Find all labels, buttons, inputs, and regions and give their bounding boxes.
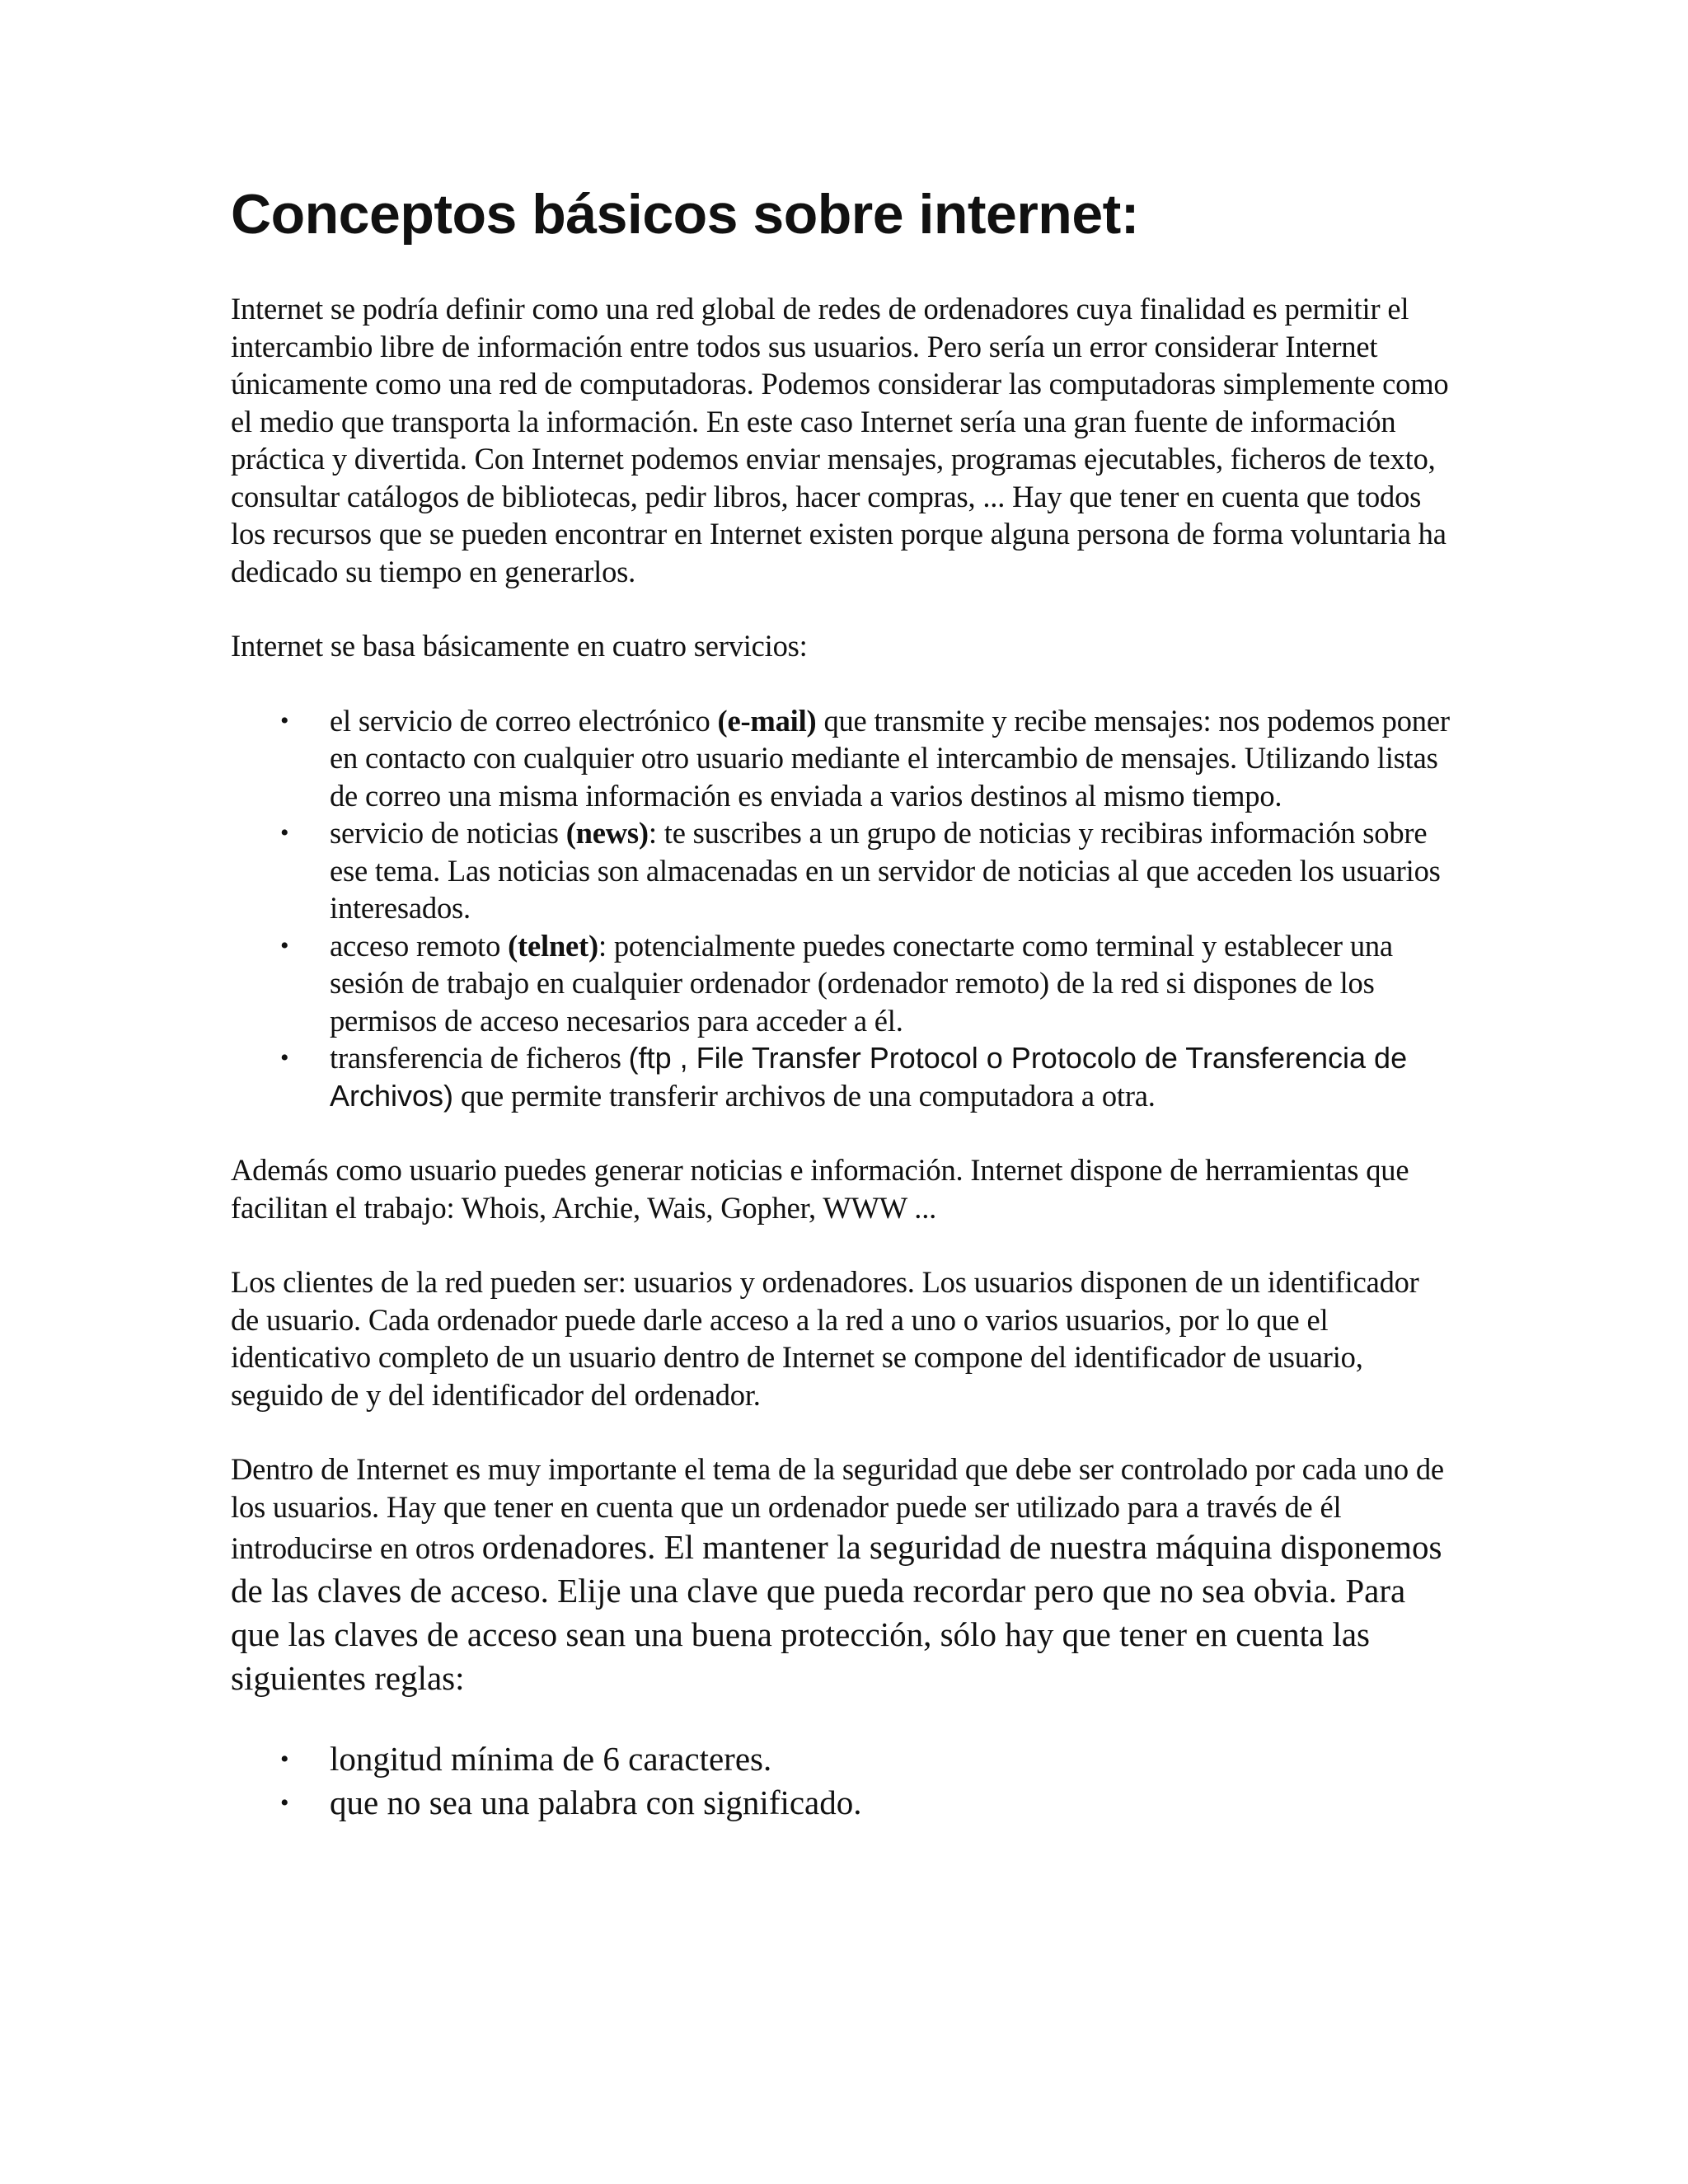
- document-page: [231, 181, 1451, 1825]
- page-title: Conceptos básicos sobre internet:: [231, 183, 1139, 246]
- list-item-rule: [280, 1781, 1451, 1825]
- service-text: : potencialmente puedes conectarte como terminal y establecer una sesión de trabajo en cualquier ordenador (ordenador remoto) de la red si dispones de los permisos de acceso necesarios para acceder a él.: [330, 928, 1393, 1038]
- rule-text: que no sea una palabra con significado.: [330, 1783, 862, 1821]
- list-item-ftp: [280, 1039, 1451, 1114]
- service-term: (ftp , File Transfer Protocol o Protocolo de Transferencia de Archivos): [330, 1041, 1408, 1113]
- service-term: (news): [565, 816, 649, 850]
- service-text: el servicio de correo electrónico: [330, 703, 718, 738]
- spacer: [231, 590, 1451, 627]
- service-term: (telnet): [508, 928, 598, 963]
- security-paragraph: [231, 1451, 1451, 1700]
- list-item-telnet: [280, 927, 1451, 1040]
- bullet-icon: •: [280, 1789, 289, 1816]
- list-item-news: [280, 814, 1451, 927]
- rules-list: [231, 1737, 1451, 1825]
- clients-paragraph: Los clientes de la red pueden ser: usuarios y ordenadores. Los usuarios disponen de un identificador de usuario. Cada ordenador puede darle acceso a la red a uno o varios usuarios, por lo que el identicativo completo de un usuario dentro de Internet se compone del identificador de usuario, seguido de y del identificador del ordenador.: [231, 1265, 1419, 1412]
- bullet-icon: •: [280, 931, 289, 959]
- service-text: servicio de noticias: [330, 816, 566, 850]
- spacer: [231, 665, 1451, 702]
- tools-paragraph: Además como usuario puedes generar noticias e información. Internet dispone de herramientas que facilitan el trabajo: Whois, Archie, Wais, Gopher, WWW ...: [231, 1153, 1409, 1225]
- spacer: [231, 1226, 1451, 1263]
- spacer: [231, 1114, 1451, 1151]
- bullet-icon: •: [280, 819, 289, 846]
- services-list: [231, 702, 1451, 1115]
- list-item-rule: [280, 1737, 1451, 1781]
- spacer: [231, 1413, 1451, 1451]
- bullet-icon: •: [280, 706, 289, 734]
- service-text: transferencia de ficheros: [330, 1041, 629, 1075]
- service-text: que permite transferir archivos de una computadora a otra.: [453, 1078, 1156, 1113]
- service-term: (e-mail): [717, 703, 817, 738]
- rule-text: longitud mínima de 6 caracteres.: [330, 1740, 772, 1778]
- intro-paragraph: Internet se podría definir como una red global de redes de ordenadores cuya finalidad es permitir el intercambio libre de información entre todos sus usuarios. Pero sería un error considerar Internet únicamente como una red de computadoras. Podemos considerar las computadoras simplemente como el medio que transporta la información. En este caso Internet sería una gran fuente de información práctica y divertida. Con Internet podemos enviar mensajes, programas ejecutables, ficheros de texto, consultar catálogos de bibliotecas, pedir libros, hacer compras, ... Hay que tener en cuenta que todos los recursos que se pueden encontrar en Internet existen porque alguna persona de forma voluntaria ha dedicado su tiempo en generarlos.: [231, 292, 1449, 588]
- services-intro: Internet se basa básicamente en cuatro servicios:: [231, 629, 808, 663]
- service-text: que transmite y recibe mensajes: nos podemos poner en contacto con cualquier otro usuario mediante el intercambio de mensajes. Utilizando listas de correo una misma información es enviada a varios destinos al mismo tiempo.: [330, 703, 1450, 813]
- security-text-large: ordenadores. El mantener la seguridad de nuestra máquina disponemos de las claves de acceso. Elije una clave que pueda recordar pero que no sea obvia. Para que las claves de acceso sean una buena protección, sólo hay que tener en cuenta las siguientes reglas:: [231, 1528, 1442, 1697]
- bullet-icon: •: [280, 1044, 289, 1071]
- service-text: acceso remoto: [330, 928, 509, 963]
- service-text: : te suscribes a un grupo de noticias y recibiras información sobre ese tema. Las noticias son almacenadas en un servidor de noticias al que acceden los usuarios interesados.: [330, 816, 1441, 925]
- list-item-email: [280, 702, 1451, 815]
- spacer: [231, 1700, 1451, 1737]
- bullet-icon: •: [280, 1746, 289, 1773]
- security-text-small: Dentro de Internet es muy importante el tema de la seguridad que debe ser controlado por cada uno de los usuarios. Hay que tener en cuenta que un ordenador puede ser utilizado para a través de él introducirse en otros: [231, 1452, 1444, 1565]
